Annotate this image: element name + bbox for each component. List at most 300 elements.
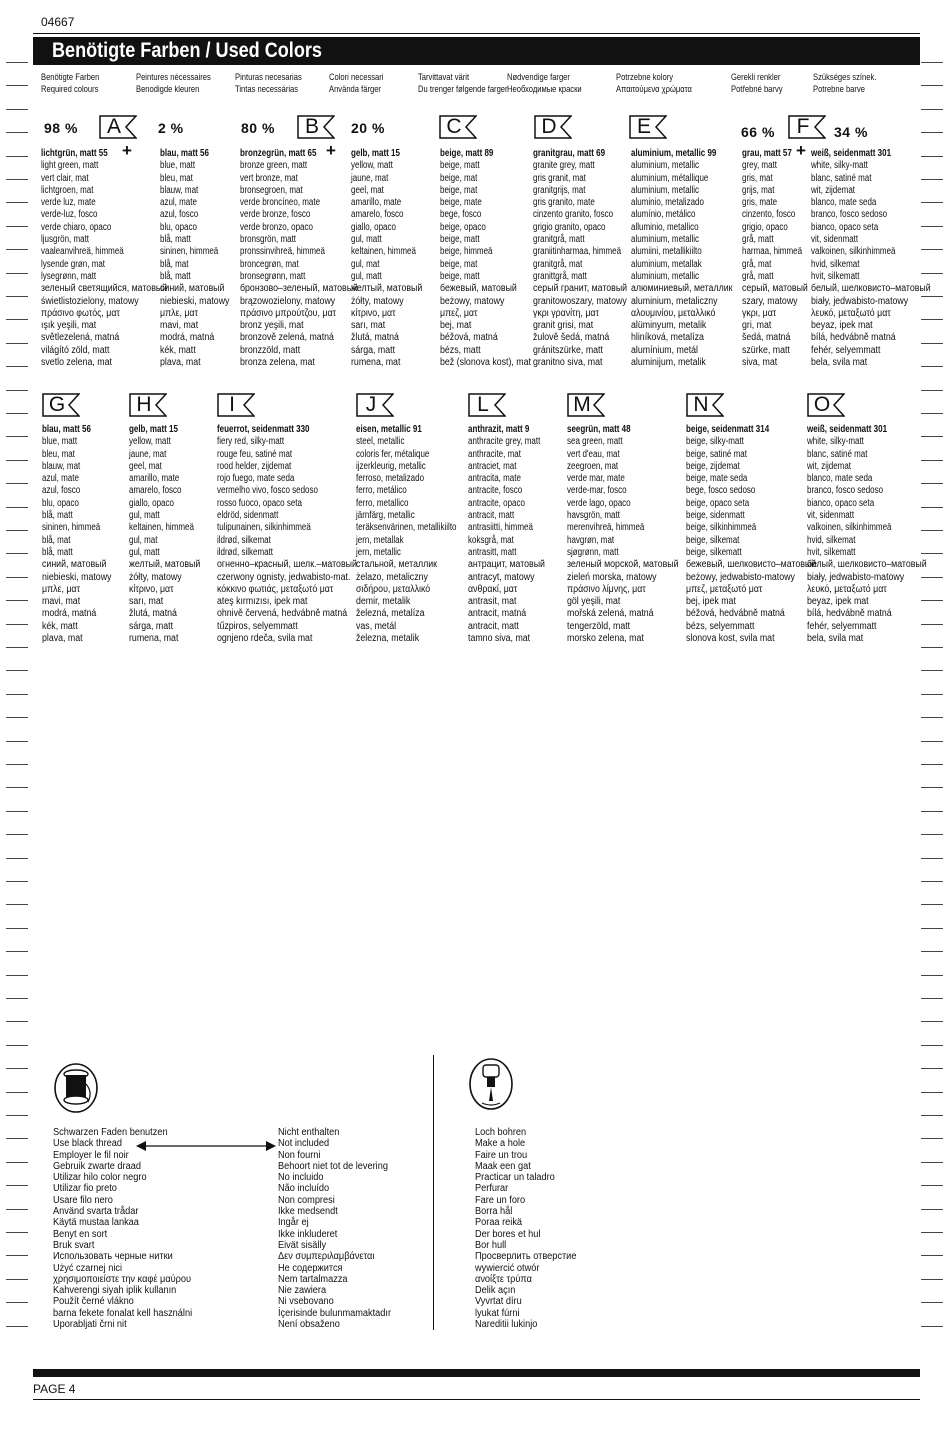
color-translation: világító zöld, matt <box>41 344 110 356</box>
color-translation: ανθρακί, ματ <box>468 583 518 595</box>
color-translation: vas, metál <box>356 620 397 632</box>
document-number: 04667 <box>41 15 75 29</box>
language-label: Peintures nécessaires <box>136 72 211 83</box>
color-translation: gul, mat <box>129 534 158 546</box>
note-line: Není obsaženo <box>278 1319 340 1331</box>
color-translation: beige, silkemat <box>686 534 740 546</box>
color-translation: white, silky-matt <box>811 160 868 172</box>
color-translation: γκρι γρανίτη, ματ <box>533 307 599 319</box>
note-line: Nie zawiera <box>278 1285 327 1297</box>
color-translation: giallo, opaco <box>351 221 396 233</box>
color-translation: aluminium, metallic <box>631 184 700 196</box>
language-heading <box>235 72 318 96</box>
color-translation: beige, matt <box>440 234 480 246</box>
color-translation: antracyt, matowy <box>468 571 535 583</box>
note-line: Ikke medsendt <box>278 1206 338 1218</box>
color-translation: grå, matt <box>742 234 774 246</box>
color-translation: ildrød, silkemat <box>217 534 271 546</box>
color-translation: béžová, hedvábně matná <box>686 608 785 620</box>
color-column <box>440 148 543 369</box>
color-translation: světlezelená, matná <box>41 332 120 344</box>
margin-tick <box>921 904 943 905</box>
language-label: Potřebné barvy <box>731 84 783 95</box>
color-badge-j <box>356 393 394 417</box>
footer-rule <box>33 1399 920 1400</box>
page-title: Benötigte Farben / Used Colors <box>52 39 322 62</box>
margin-tick <box>6 179 28 180</box>
margin-tick <box>6 85 28 86</box>
color-badge-d <box>534 115 572 139</box>
badge-letter: J <box>365 393 377 416</box>
margin-tick <box>6 319 28 320</box>
note-line: Käytä mustaa lankaa <box>53 1217 139 1229</box>
color-translation: vert d'eau, mat <box>567 448 620 460</box>
margin-tick <box>6 530 28 531</box>
color-translation: modrá, matná <box>160 332 215 344</box>
color-translation: gul, matt <box>351 270 382 282</box>
color-translation: bej, mat <box>440 320 472 332</box>
color-translation: valkoinen, silkinhimmeä <box>807 522 892 534</box>
color-translation: bianco, opaco seta <box>811 221 879 233</box>
color-translation: harmaa, himmeä <box>742 246 803 258</box>
note-line: Make a hole <box>475 1138 526 1150</box>
footer-bar <box>33 1369 920 1377</box>
color-translation: wit, zijdemat <box>807 460 852 472</box>
color-translation: antracit, matná <box>468 608 527 620</box>
page-title-bar <box>33 37 920 65</box>
color-translation: zeegroen, mat <box>567 460 619 472</box>
color-translation: gul, mat <box>351 258 380 270</box>
color-translation: зеленый светящийся, матовый <box>41 283 168 295</box>
color-translation: bela, svila mat <box>811 357 868 369</box>
color-translation: valkoinen, silkinhimmeä <box>811 246 896 258</box>
margin-tick <box>6 62 28 63</box>
margin-tick <box>921 881 943 882</box>
margin-tick <box>6 647 28 648</box>
color-translation: alüminyum, metalik <box>631 320 707 332</box>
color-translation: verde-mar, fosco <box>567 485 627 497</box>
note-line: Použít černé vlákno <box>53 1296 134 1308</box>
badge-letter: D <box>541 115 557 138</box>
color-translation: azul, fosco <box>160 209 199 221</box>
color-translation: teräksenvärinen, metallikiilto <box>356 522 457 534</box>
color-translation: siva, mat <box>742 357 778 369</box>
color-translation: granittgrå, matt <box>533 270 587 282</box>
margin-tick <box>921 553 943 554</box>
color-translation: antraciet, mat <box>468 460 517 472</box>
color-translation: gri, mat <box>742 320 772 332</box>
color-translation: cinzento, fosco <box>742 209 796 221</box>
color-translation: γκρι, ματ <box>742 307 777 319</box>
margin-tick <box>921 951 943 952</box>
color-translation: gris granit, mat <box>533 172 586 184</box>
margin-tick <box>6 881 28 882</box>
note-line: Vyvrtat díru <box>475 1296 522 1308</box>
color-translation: alluminio, metallico <box>631 221 699 233</box>
color-translation: granitgrå, mat <box>533 258 583 270</box>
color-translation: žlutá, matná <box>351 332 399 344</box>
badge-letter: N <box>693 393 709 416</box>
margin-tick <box>921 226 943 227</box>
color-column <box>129 424 210 645</box>
color-translation: blanc, satiné mat <box>807 448 868 460</box>
note-line: wywiercić otwór <box>475 1262 540 1274</box>
color-translation: ohnivě červená, hedvábně matná <box>217 608 348 620</box>
note-line: Просверлить отверстие <box>475 1251 577 1263</box>
color-translation: verde lago, opaco <box>567 497 631 509</box>
color-translation: beige, silky-matt <box>686 436 744 448</box>
note-line: Nareditii lukinjo <box>475 1319 538 1331</box>
color-translation: göl yeşili, mat <box>567 596 621 608</box>
color-translation: blå, mat <box>42 534 71 546</box>
color-translation: alumínio, metálico <box>631 209 696 221</box>
color-translation: beige, satiné mat <box>686 448 747 460</box>
color-translation: hvid, silkemat <box>811 258 860 270</box>
color-translation: beyaz, ipek mat <box>811 320 873 332</box>
margin-tick <box>6 296 28 297</box>
color-name: grau, matt 57 <box>742 148 792 159</box>
mix-a-percent-2: 2 % <box>158 120 184 136</box>
note-line: Не содержится <box>278 1262 343 1274</box>
color-translation: σιδήρου, μεταλλικό <box>356 583 431 595</box>
color-name: feuerrot, seidenmatt 330 <box>217 424 310 435</box>
color-translation: blu, opaco <box>42 497 79 509</box>
color-translation: blauw, mat <box>160 184 199 196</box>
mix-f-percent-2: 34 % <box>834 124 868 140</box>
note-line: Borra hål <box>475 1206 513 1218</box>
color-translation: beige, mat <box>440 184 478 196</box>
color-translation: aluminium, métallique <box>631 172 709 184</box>
color-translation: blue, matt <box>160 160 196 172</box>
color-translation: pronssinvihreä, himmeä <box>240 246 325 258</box>
color-translation: azul, fosco <box>42 485 81 497</box>
margin-tick <box>921 249 943 250</box>
language-label: Szükséges színek. <box>813 72 877 83</box>
color-translation: bílá, hedvábně matná <box>807 608 892 620</box>
color-translation: bleu, mat <box>42 448 75 460</box>
note-line: Bor hull <box>475 1239 507 1251</box>
drill-icon <box>468 1057 514 1111</box>
note-line: Ingår ej <box>278 1217 309 1229</box>
note-line: Delik açın <box>475 1285 516 1297</box>
badge-letter: G <box>48 393 66 416</box>
color-translation: tamno siva, mat <box>468 633 531 645</box>
color-translation: aluminio, metalizado <box>631 197 704 209</box>
color-translation: rumena, mat <box>129 633 179 645</box>
notes-divider <box>433 1055 434 1330</box>
margin-tick <box>6 436 28 437</box>
color-translation: steel, metallic <box>356 436 405 448</box>
color-translation: żelazo, metaliczny <box>356 571 428 583</box>
color-translation: λευκό, μεταξωτό ματ <box>807 583 887 595</box>
color-translation: anthracite, mat <box>468 448 521 460</box>
color-translation: tulipunainen, silkinhimmeä <box>217 522 311 534</box>
color-translation: rouge feu, satiné mat <box>217 448 293 460</box>
badge-letter: M <box>573 393 591 416</box>
color-translation: ferro, metallico <box>356 497 409 509</box>
color-translation: aluminium, metallic <box>631 270 700 282</box>
color-translation: bronzově zelená, matná <box>240 332 334 344</box>
color-translation: sárga, matt <box>129 620 174 632</box>
color-translation: morsko zelena, mat <box>567 633 644 645</box>
color-translation: μπεζ, ματ <box>440 307 478 319</box>
margin-tick <box>6 787 28 788</box>
color-name: bronzegrün, matt 65 <box>240 148 317 159</box>
color-name: seegrün, matt 48 <box>567 424 631 435</box>
color-name: lichtgrün, matt 55 <box>41 148 108 159</box>
color-name: aluminium, metallic 99 <box>631 148 717 159</box>
color-translation: beige, mate seda <box>686 473 748 485</box>
color-translation: blanco, mate seda <box>811 197 877 209</box>
language-label: Potrzebne kolory <box>616 72 674 83</box>
color-translation: antracit, matt <box>468 620 519 632</box>
color-translation: blå, matt <box>42 546 73 558</box>
language-heading <box>41 72 114 96</box>
language-heading <box>616 72 711 96</box>
color-translation: vit, sidenmatt <box>811 234 859 246</box>
language-label: Required colours <box>41 84 99 95</box>
color-translation: kék, matt <box>42 620 78 632</box>
color-translation: anthracite grey, matt <box>468 436 541 448</box>
color-translation: sarı, mat <box>351 320 386 332</box>
color-translation: rosso fuoco, opaco seta <box>217 497 302 509</box>
language-label: Pinturas necesarias <box>235 72 302 83</box>
color-translation: jern, metallic <box>356 546 401 558</box>
color-column <box>42 424 121 645</box>
color-translation: bež (slonova kost), mat <box>440 357 531 369</box>
color-translation: grigio granito, opaco <box>533 221 606 233</box>
color-translation: svetlo zelena, mat <box>41 357 112 369</box>
color-translation: bézs, matt <box>440 344 481 356</box>
language-label: Potrebne barve <box>813 84 865 95</box>
margin-tick <box>921 483 943 484</box>
color-translation: grigio, opaco <box>742 221 788 233</box>
note-line: Behoort niet tot de levering <box>278 1160 388 1172</box>
margin-tick <box>921 62 943 63</box>
color-badge-f <box>788 115 826 139</box>
color-translation: gris granito, mate <box>533 197 595 209</box>
color-translation: plava, mat <box>42 633 83 645</box>
note-line: Fare un foro <box>475 1194 526 1206</box>
margin-tick <box>921 460 943 461</box>
color-badge-i <box>217 393 255 417</box>
note-line: Not included <box>278 1138 330 1150</box>
color-translation: blue, matt <box>42 436 78 448</box>
color-translation: blå, matt <box>160 234 191 246</box>
color-translation: sjøgrønn, matt <box>567 546 619 558</box>
color-translation: ildrød, silkematt <box>217 546 274 558</box>
note-line: Non compresi <box>278 1194 335 1206</box>
note-line: Använd svarta trådar <box>53 1206 139 1218</box>
margin-tick <box>921 1092 943 1093</box>
margin-tick <box>6 600 28 601</box>
color-translation: kék, matt <box>160 344 196 356</box>
margin-tick <box>921 811 943 812</box>
language-label: Tintas necessárias <box>235 84 299 95</box>
color-translation: желтый, матовый <box>351 283 423 295</box>
color-badge-m <box>567 393 605 417</box>
margin-tick <box>6 1162 28 1163</box>
color-translation: jaune, mat <box>351 172 389 184</box>
margin-tick <box>6 904 28 905</box>
mix-b-percent-1: 80 % <box>241 120 275 136</box>
margin-tick <box>6 249 28 250</box>
color-badge-b <box>297 115 335 139</box>
note-line: Gebruik zwarte draad <box>53 1160 141 1172</box>
color-column <box>351 148 432 369</box>
color-translation: blå, matt <box>160 270 191 282</box>
color-translation: świetlistozielony, matowy <box>41 295 139 307</box>
margin-tick <box>6 109 28 110</box>
color-translation: azul, mate <box>160 197 197 209</box>
color-translation: gul, matt <box>129 510 160 522</box>
color-translation: vermelho vivo, fosco sedoso <box>217 485 318 497</box>
margin-tick <box>6 413 28 414</box>
thread-spool-icon <box>53 1062 99 1114</box>
note-line: İçerisinde bulunmamaktadır <box>278 1307 392 1319</box>
color-translation: cinzento granito, fosco <box>533 209 614 221</box>
mix-b-plus: + <box>326 141 336 160</box>
color-translation: hvid, silkemat <box>807 534 856 546</box>
color-translation: biały, jedwabisto-matowy <box>807 571 905 583</box>
mix-a-plus: + <box>122 141 132 160</box>
color-badge-g <box>42 393 80 417</box>
margin-tick <box>6 741 28 742</box>
language-label: Необходимые краски <box>507 84 582 95</box>
color-translation: aluminium, metaliczny <box>631 295 718 307</box>
color-translation: zieleń morska, matowy <box>567 571 657 583</box>
color-translation: coloris fer, métalique <box>356 448 430 460</box>
color-translation: czerwony ognisty, jedwabisto-mat. <box>217 571 351 583</box>
color-name: blau, matt 56 <box>42 424 91 435</box>
margin-tick <box>6 366 28 367</box>
color-translation: antracita, mate <box>468 473 521 485</box>
note-line: Faire un trou <box>475 1149 528 1161</box>
color-translation: стальной, металлик <box>356 559 438 571</box>
note-line: Non fourni <box>278 1149 321 1161</box>
color-translation: granite grey, matt <box>533 160 595 172</box>
note-line: Benyt en sort <box>53 1228 108 1240</box>
language-label: Använda färger <box>329 84 381 95</box>
color-translation: gul, matt <box>351 234 382 246</box>
color-translation: beige, zijdemat <box>686 460 740 472</box>
color-translation: branco, fosco sedoso <box>807 485 884 497</box>
margin-tick <box>6 624 28 625</box>
color-column <box>567 424 694 645</box>
color-translation: szürke, matt <box>742 344 790 356</box>
color-translation: aluminium, metallic <box>631 234 700 246</box>
note-line: Uporabljati črni nit <box>53 1319 127 1331</box>
color-translation: bianco, opaco seta <box>807 497 875 509</box>
color-translation: beige, mate <box>440 197 482 209</box>
color-translation: hvit, silkematt <box>807 546 856 558</box>
margin-tick <box>921 156 943 157</box>
margin-tick <box>6 1068 28 1069</box>
color-translation: jern, metallak <box>356 534 404 546</box>
margin-tick <box>921 764 943 765</box>
color-badge-h <box>129 393 167 417</box>
color-column <box>807 424 943 645</box>
color-name: weiß, seidenmatt 301 <box>811 148 892 159</box>
color-translation: ognjeno rdeča, svila mat <box>217 633 313 645</box>
language-label: Colori necessari <box>329 72 384 83</box>
color-translation: niebieski, matowy <box>42 571 112 583</box>
margin-tick <box>921 1068 943 1069</box>
color-translation: light green, matt <box>41 160 99 172</box>
margin-tick <box>921 1326 943 1327</box>
color-translation: aluminijum, metalik <box>631 357 706 369</box>
color-badge-e <box>629 115 667 139</box>
margin-tick <box>6 998 28 999</box>
color-translation: graniitinharmaa, himmeä <box>533 246 622 258</box>
color-translation: серый гранит, матовый <box>533 283 628 295</box>
color-translation: brązowozielony, matowy <box>240 295 336 307</box>
margin-tick <box>6 1302 28 1303</box>
note-line: Use black thread <box>53 1138 123 1150</box>
margin-tick <box>6 1185 28 1186</box>
color-translation: šedá, matná <box>742 332 791 344</box>
color-translation: verde chiaro, opaco <box>41 221 112 233</box>
color-translation: aluminium, metallic <box>631 160 700 172</box>
color-translation: ışık yeşili, mat <box>41 320 97 332</box>
margin-tick <box>6 1326 28 1327</box>
color-translation: ferroso, metalizado <box>356 473 425 485</box>
margin-tick <box>921 413 943 414</box>
color-translation: biały, jedwabisto-matowy <box>811 295 909 307</box>
color-translation: lysende grøn, mat <box>41 258 106 270</box>
color-translation: зеленый морской, матовый <box>567 559 679 571</box>
margin-tick <box>6 460 28 461</box>
language-label: Benötigte Farben <box>41 72 100 83</box>
color-translation: beyaz, ipek mat <box>807 596 869 608</box>
color-translation: vert clair, mat <box>41 172 89 184</box>
color-column <box>631 148 746 369</box>
note-line: Loch bohren <box>475 1127 527 1138</box>
color-translation: beige, mat <box>440 258 478 270</box>
color-translation: антрацит, матовый <box>468 559 545 571</box>
color-translation: antracite, opaco <box>468 497 525 509</box>
margin-tick <box>921 624 943 625</box>
color-translation: beżowy, matowy <box>440 295 505 307</box>
color-translation: bleu, mat <box>160 172 193 184</box>
color-translation: amarillo, mate <box>129 473 180 485</box>
color-translation: grå, mat <box>742 258 772 270</box>
color-name: beige, seidenmatt 314 <box>686 424 770 435</box>
margin-tick <box>921 1255 943 1256</box>
color-name: gelb, matt 15 <box>351 148 400 159</box>
margin-tick <box>921 1138 943 1139</box>
color-translation: beige, opaco <box>440 221 486 233</box>
color-translation: blå, mat <box>160 258 189 270</box>
color-translation: železna, metalik <box>356 633 420 645</box>
color-translation: sea green, matt <box>567 436 623 448</box>
language-label: Nødvendige farger <box>507 72 570 83</box>
color-translation: κίτρινο, ματ <box>129 583 174 595</box>
color-translation: bronsgrön, matt <box>240 234 297 246</box>
color-translation: giallo, opaco <box>129 497 174 509</box>
color-name: anthrazit, matt 9 <box>468 424 530 435</box>
color-translation: κίτρινο, ματ <box>351 307 396 319</box>
margin-tick <box>6 858 28 859</box>
color-translation: żółty, matowy <box>351 295 404 307</box>
margin-tick <box>921 928 943 929</box>
color-translation: szary, matowy <box>742 295 798 307</box>
color-translation: alumínium, metál <box>631 344 699 356</box>
margin-tick <box>921 600 943 601</box>
note-line: Der bores et hul <box>475 1228 541 1240</box>
note-line: Não incluído <box>278 1183 330 1195</box>
color-translation: jaune, mat <box>129 448 167 460</box>
